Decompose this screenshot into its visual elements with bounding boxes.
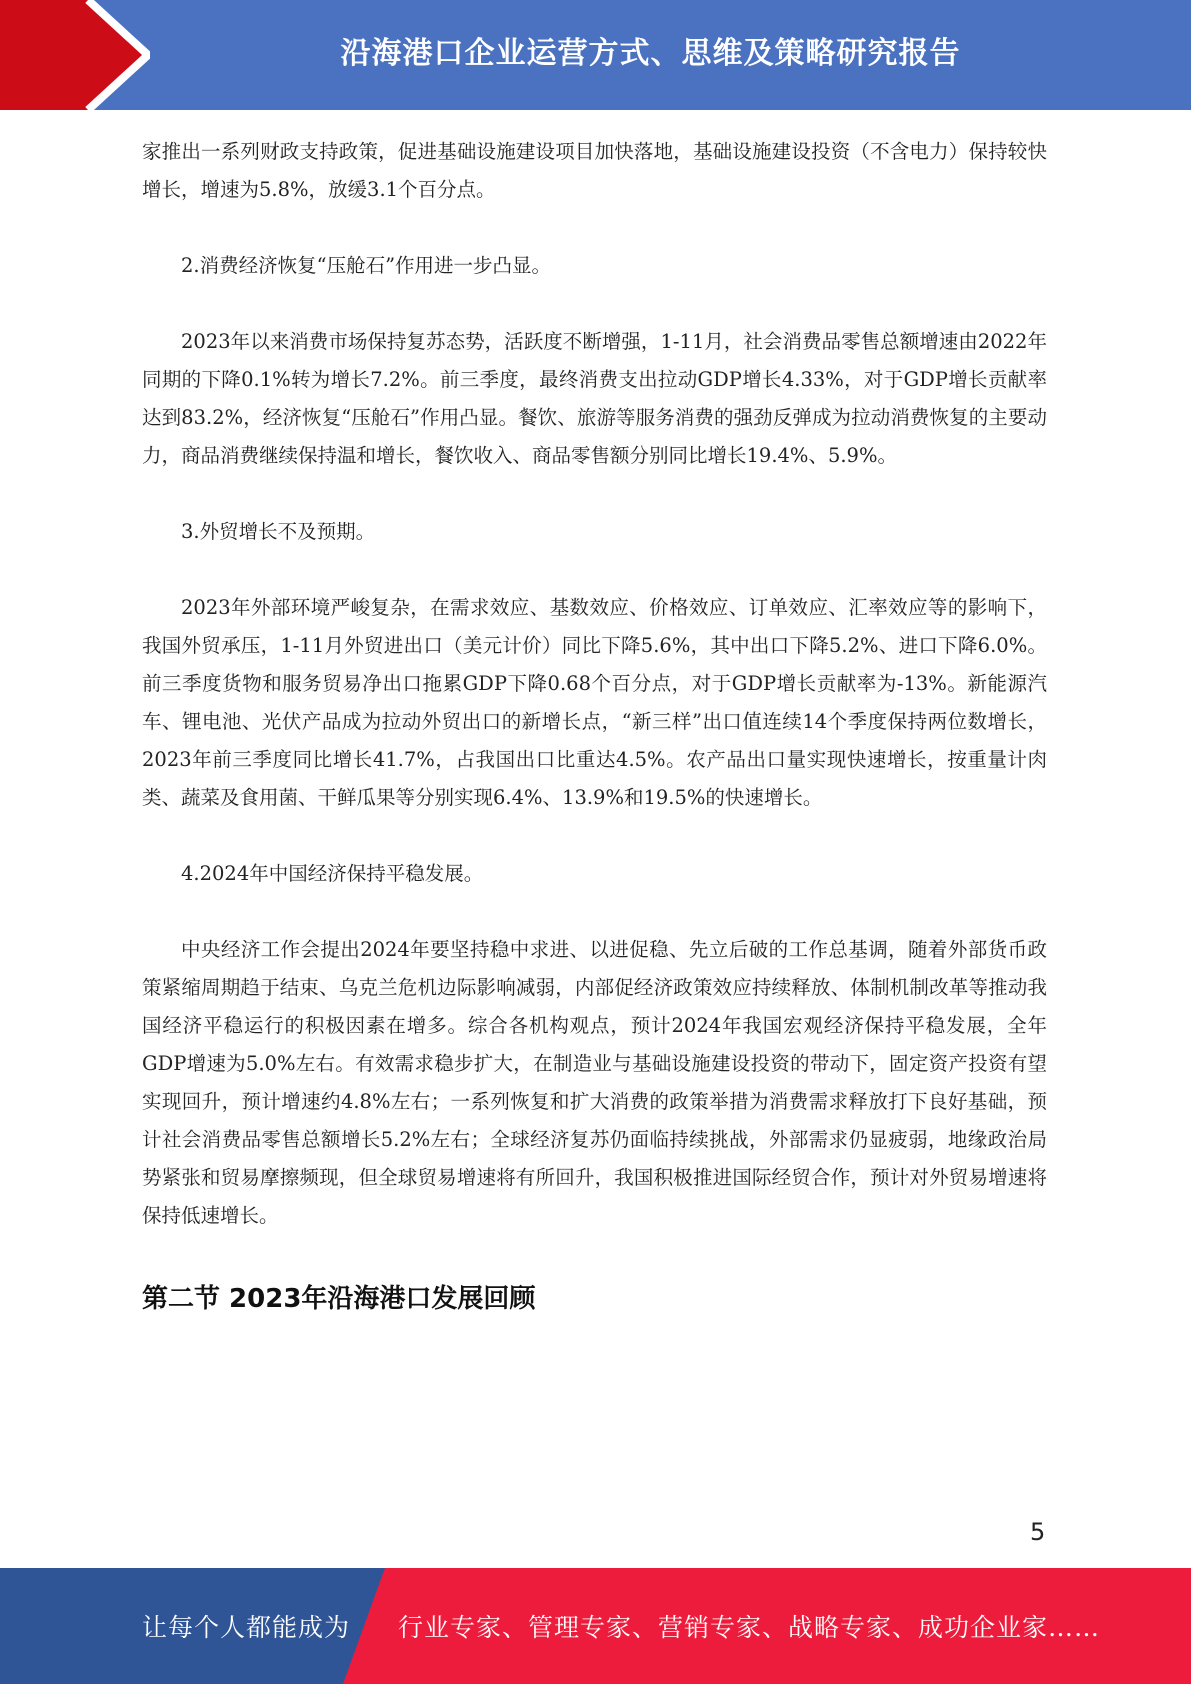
subheading-consumption: 2.消费经济恢复“压舱石”作用进一步凸显。	[181, 254, 552, 277]
subheading-2024-outlook: 4.2024年中国经济保持平稳发展。	[181, 862, 484, 885]
footer-slogan-right: 行业专家、管理专家、营销专家、战略专家、成功企业家……	[398, 1613, 1101, 1642]
report-title: 沿海港口企业运营方式、思维及策略研究报告	[340, 36, 961, 71]
subheading-foreign-trade: 3.外贸增长不及预期。	[181, 520, 376, 543]
section-title: 第二节 2023年沿海港口发展回顾	[142, 1284, 536, 1314]
page-header	[0, 0, 1191, 110]
page-content	[142, 133, 1047, 1319]
paragraph-infrastructure: 家推出一系列财政支持政策，促进基础设施建设项目加快落地，基础设施建设投资（不含电力）保持较快增长，增速为5.8%，放缓3.1个百分点。	[142, 140, 1047, 201]
paragraph-foreign-trade: 2023年外部环境严峻复杂，在需求效应、基数效应、价格效应、订单效应、汇率效应等的影响下，我国外贸承压，1-11月外贸进出口（美元计价）同比下降5.6%，其中出口下降5.2%、进口下降6.0%。前三季度货物和服务贸易净出口拖累GDP下降0.68个百分点，对于GDP增长贡献率为-13%。新能源汽车、锂电池、光伏产品成为拉动外贸出口的新增长点，“新三样”出口值连续14个季度保持两位数增长，2023年前三季度同比增长41.7%，占我国出口比重达4.5%。农产品出口量实现快速增长，按重量计肉类、蔬菜及食用菌、干鲜瓜果等分别实现6.4%、13.9%和19.5%的快速增长。	[142, 596, 1047, 809]
header-arrow-decoration	[0, 0, 150, 110]
paragraph-consumption: 2023年以来消费市场保持复苏态势，活跃度不断增强，1-11月，社会消费品零售总额增速由2022年同期的下降0.1%转为增长7.2%。前三季度，最终消费支出拉动GDP增长4.33%，对于GDP增长贡献率达到83.2%，经济恢复“压舱石”作用凸显。餐饮、旅游等服务消费的强劲反弹成为拉动消费恢复的主要动力，商品消费继续保持温和增长，餐饮收入、商品零售额分别同比增长19.4%、5.9%。	[142, 330, 1047, 467]
page-footer	[0, 1568, 1191, 1684]
paragraph-2024-outlook: 中央经济工作会提出2024年要坚持稳中求进、以进促稳、先立后破的工作总基调，随着外部货币政策紧缩周期趋于结束、乌克兰危机边际影响减弱，内部促经济政策效应持续释放、体制机制改革等推动我国经济平稳运行的积极因素在增多。综合各机构观点，预计2024年我国宏观经济保持平稳发展，全年GDP增速为5.0%左右。有效需求稳步扩大，在制造业与基础设施建设投资的带动下，固定资产投资有望实现回升，预计增速约4.8%左右；一系列恢复和扩大消费的政策举措为消费需求释放打下良好基础，预计社会消费品零售总额增长5.2%左右；全球经济复苏仍面临持续挑战，外部需求仍显疲弱，地缘政治局势紧张和贸易摩擦频现，但全球贸易增速将有所回升，我国积极推进国际经贸合作，预计对外贸易增速将保持低速增长。	[142, 938, 1047, 1227]
page-number: 5	[1030, 1518, 1046, 1546]
footer-slogan-left: 让每个人都能成为	[142, 1613, 351, 1642]
